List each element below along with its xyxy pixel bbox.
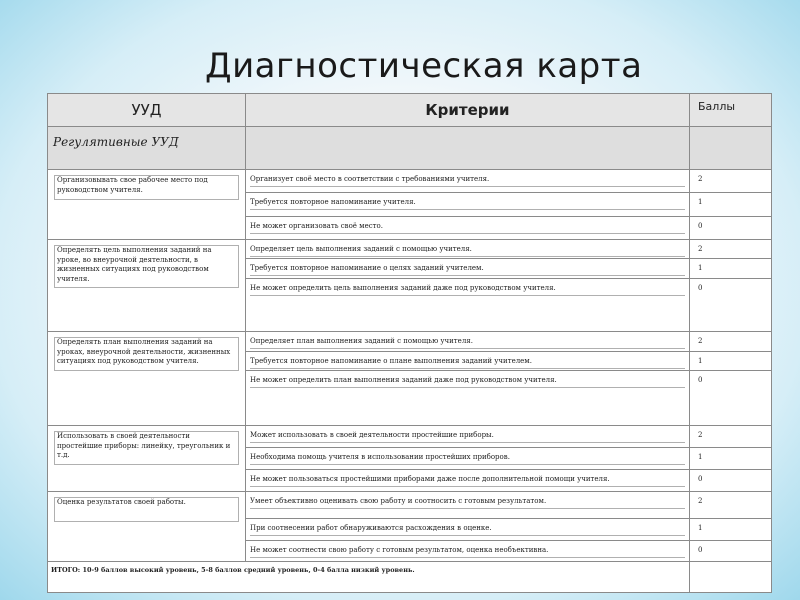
points-cell: 1 [690,448,772,470]
points-cell: 0 [690,470,772,492]
points-cell: 0 [690,216,772,239]
skill-text: Определять план выполнения заданий на уроках, внеурочной деятельности, жизненных ситуациях под руководством учителя. [54,337,239,371]
points-cell: 0 [690,278,772,332]
table-header-row [48,94,772,127]
points-cell: 1 [690,193,772,216]
points-cell: 0 [690,540,772,561]
criterion-cell [246,470,690,492]
skill-text: Использовать в своей деятельности простейшие приборы: линейку, треугольник и т.д. [54,431,239,465]
criterion-cell [246,259,690,278]
table-row [48,492,772,519]
summary-text: ИТОГО: 10-9 баллов высокий уровень, 5-8 баллов средний уровень, 0-4 балла низкий уровень. [48,562,690,593]
section-row [48,127,772,170]
criterion-cell [246,332,690,352]
criterion-cell [246,448,690,470]
criterion-text: Не может организовать своё место. [250,222,685,234]
skill-cell [48,426,246,492]
criterion-cell [246,240,690,259]
criterion-text: Требуется повторное напоминание о целях заданий учителем. [250,264,685,276]
criterion-text: Требуется повторное напоминание учителя. [250,198,685,210]
points-cell: 2 [690,426,772,448]
points-cell: 1 [690,259,772,278]
skill-text: Оценка результатов своей работы. [54,497,239,522]
section-empty-cell [246,127,690,170]
skill-cell [48,492,246,562]
criterion-cell [246,351,690,371]
criterion-cell [246,170,690,193]
criterion-cell [246,540,690,561]
table-row [48,426,772,448]
criterion-text: Умеет объективно оценивать свою работу и соотносить с готовым результатом. [250,497,685,509]
criterion-text: Не может соотнести свою работу с готовым результатом, оценка необъективна. [250,546,685,558]
criterion-text: Не может определить план выполнения заданий даже под руководством учителя. [250,376,685,388]
diagnostic-table [47,93,772,593]
header-criteria: Критерии [246,94,690,127]
criterion-text: Не может пользоваться простейшими приборами даже после дополнительной помощи учителя. [250,475,685,487]
skill-cell [48,170,246,240]
skill-cell [48,240,246,332]
criterion-cell [246,216,690,239]
points-cell: 0 [690,371,772,426]
section-empty-cell [690,127,772,170]
points-cell: 2 [690,332,772,352]
header-uud: УУД [48,94,246,127]
criterion-text: При соотнесении работ обнаруживаются расхождения в оценке. [250,524,685,536]
criterion-text: Определяет план выполнения заданий с помощью учителя. [250,337,685,349]
criterion-cell [246,492,690,519]
skill-text: Организовывать свое рабочее место под руководством учителя. [54,175,239,200]
header-points: Баллы [690,94,772,127]
table-row [48,332,772,352]
criterion-text: Определяет цель выполнения заданий с помощью учителя. [250,245,685,257]
page-title: Диагностическая карта [205,46,643,86]
summary-empty-cell [690,562,772,593]
points-cell: 2 [690,170,772,193]
points-cell: 1 [690,519,772,540]
points-cell: 2 [690,492,772,519]
criterion-cell [246,193,690,216]
criterion-cell [246,519,690,540]
skill-text: Определять цель выполнения заданий на уроке, во внеурочной деятельности, в жизненных ситуациях под руководством учителя. [54,245,239,288]
skill-cell [48,332,246,426]
criterion-cell [246,371,690,426]
section-label: Регулятивные УУД [48,127,246,170]
criterion-text: Может использовать в своей деятельности простейшие приборы. [250,431,685,443]
points-cell: 1 [690,351,772,371]
criterion-text: Организует своё место в соответствии с требованиями учителя. [250,175,685,187]
points-cell: 2 [690,240,772,259]
criterion-cell [246,426,690,448]
table-row [48,240,772,259]
criterion-text: Не может определить цель выполнения заданий даже под руководством учителя. [250,284,685,296]
criterion-text: Необходима помощь учителя в использовании простейших приборов. [250,453,685,465]
criterion-text: Требуется повторное напоминание о плане выполнения заданий учителем. [250,357,685,369]
table-row [48,170,772,193]
criterion-cell [246,278,690,332]
summary-row [48,562,772,593]
